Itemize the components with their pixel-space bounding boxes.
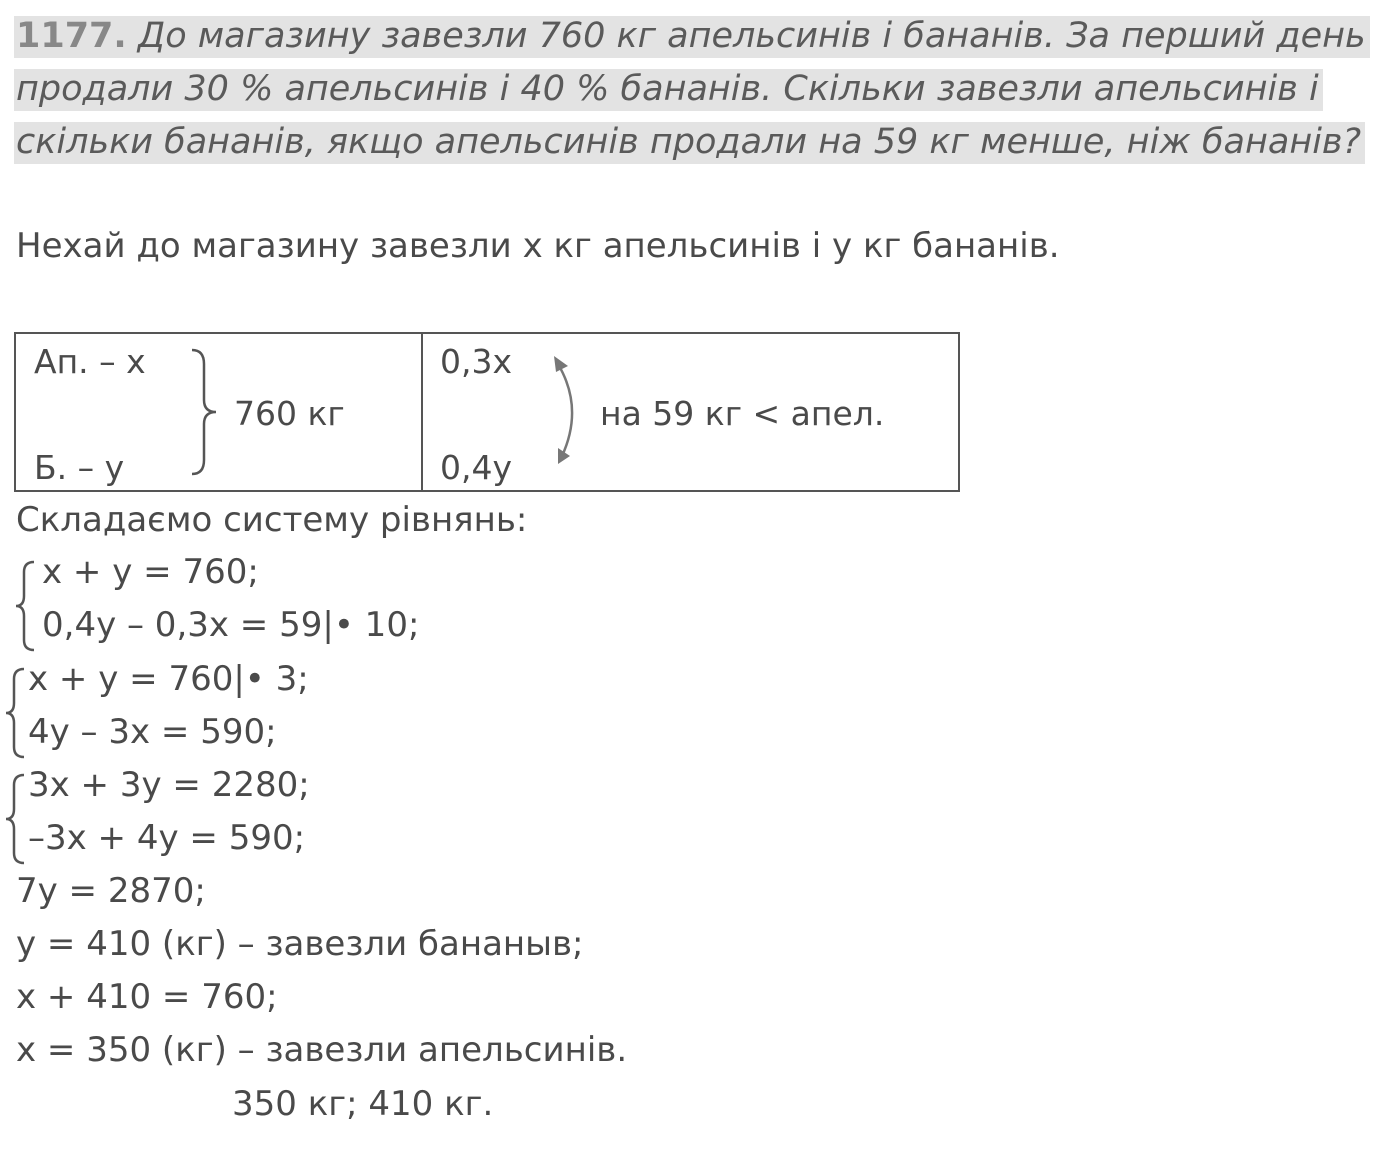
problem-statement: [14, 10, 1374, 169]
intro-text: Нехай до магазину завезли х кг апельсинів і у кг бананів.: [16, 226, 1060, 266]
system2-eq1: х + у = 760|• 3;: [28, 659, 309, 699]
system-brace-icon: [12, 560, 38, 652]
curly-brace-icon: [188, 348, 224, 478]
apples-label: Ап. – х: [34, 342, 146, 381]
total-weight: 760 кг: [234, 394, 345, 433]
bananas-sold: 0,4у: [440, 448, 513, 487]
oranges-sold: 0,3х: [440, 342, 513, 381]
system3-eq2: –3х + 4у = 590;: [28, 818, 306, 858]
summary-table: [14, 332, 960, 492]
system1-eq1: х + у = 760;: [42, 552, 259, 592]
step-line: 7у = 2870;: [16, 871, 206, 911]
problem-number: 1177.: [16, 16, 127, 56]
step-line: у = 410 (кг) – завезли бананыв;: [16, 924, 584, 964]
answer-text: 350 кг; 410 кг.: [232, 1084, 494, 1124]
relation-text: на 59 кг < апел.: [600, 394, 885, 433]
system3-eq1: 3х + 3у = 2280;: [28, 765, 310, 805]
system-brace-icon: [2, 667, 28, 759]
system-intro: Складаємо систему рівнянь:: [16, 500, 528, 540]
table-divider: [421, 334, 423, 490]
system2-eq2: 4у – 3х = 590;: [28, 712, 277, 752]
system-brace-icon: [2, 773, 28, 865]
double-arrow-icon: [548, 356, 588, 466]
system1-eq2: 0,4у – 0,3х = 59|• 10;: [42, 605, 420, 645]
problem-text: До магазину завезли 760 кг апельсинів і бананів. За перший день продали 30 % апельсинів і 40 % бананів. Скільки завезли апельсинів і скільки бананів, якщо апельсинів продали на 59 кг менше, ніж бананів?: [16, 16, 1366, 162]
step-line: х + 410 = 760;: [16, 977, 278, 1017]
step-line: х = 350 (кг) – завезли апельсинів.: [16, 1030, 628, 1070]
bananas-label: Б. – у: [34, 448, 125, 487]
